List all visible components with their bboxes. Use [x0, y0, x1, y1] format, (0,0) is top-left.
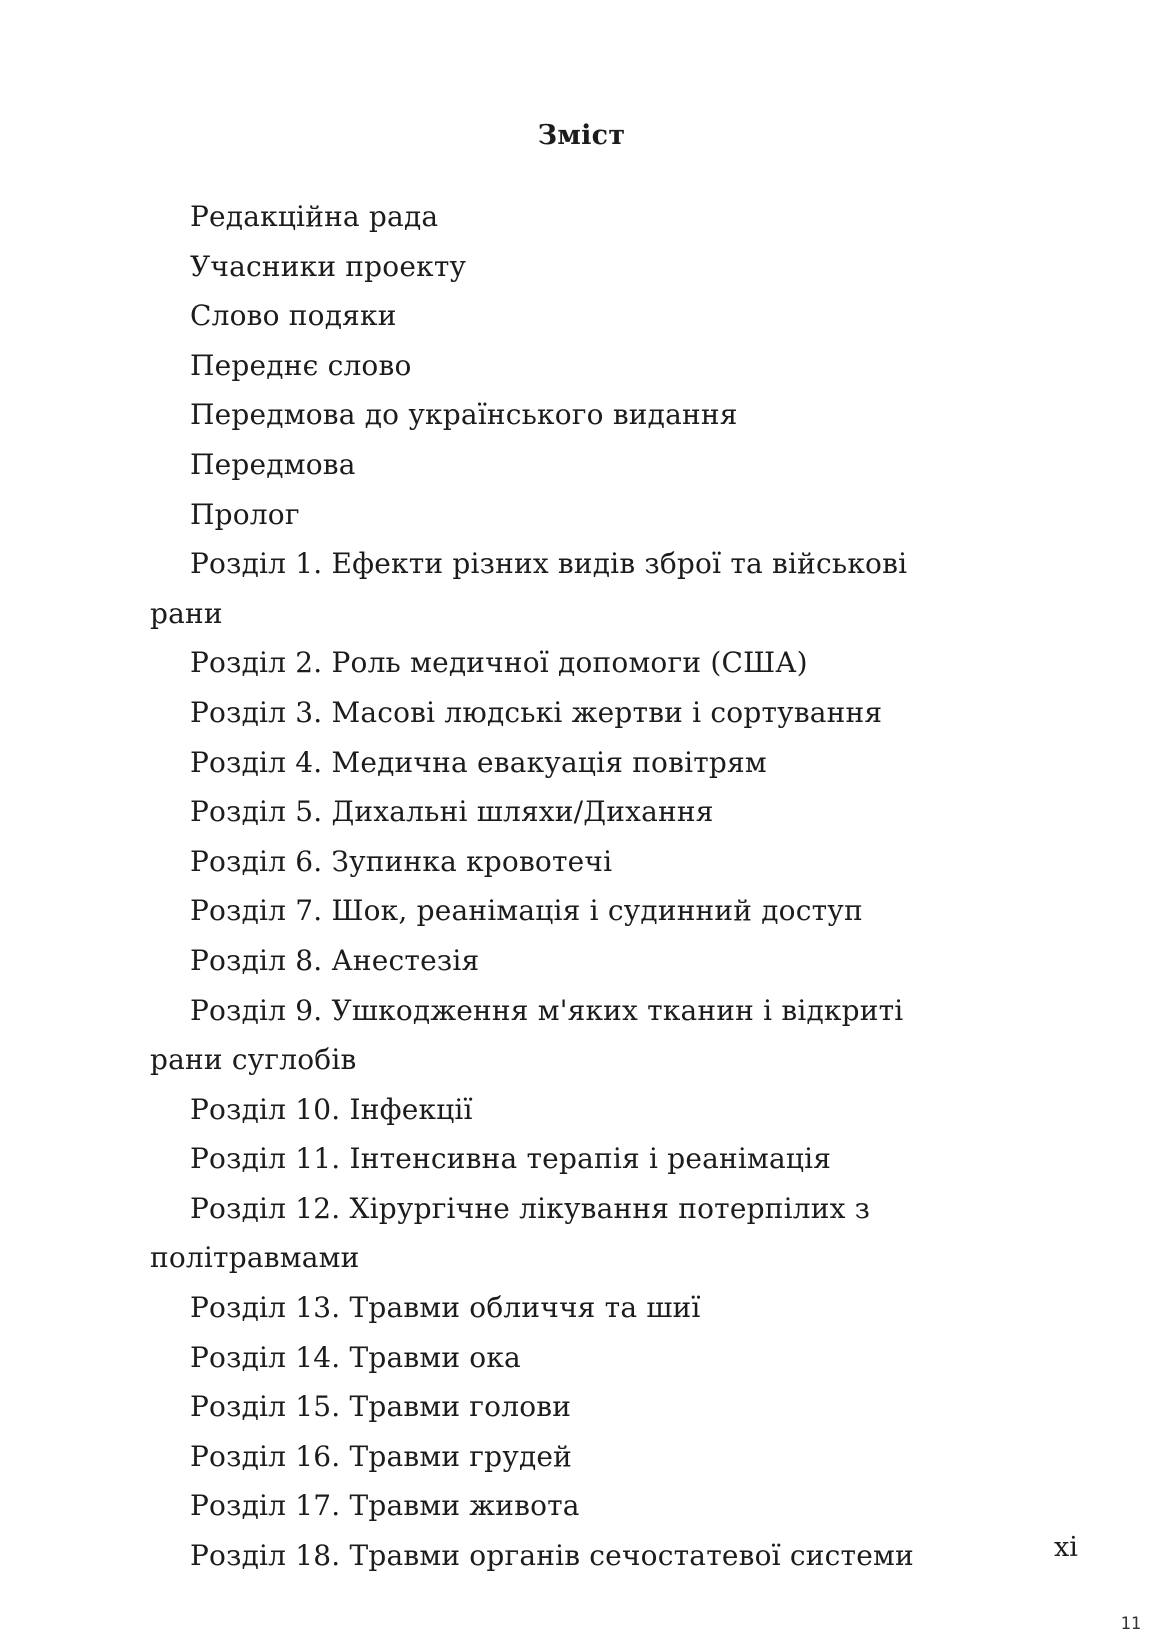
toc-entry: Розділ 6. Зупинка кровотечі [190, 844, 613, 878]
toc-entry: Розділ 16. Травми грудей [190, 1439, 573, 1473]
toc-entry: Розділ 18. Травми органів сечостатевої системи [190, 1539, 914, 1573]
toc-entry: Розділ 8. Анестезія [190, 943, 480, 977]
toc-entry: Розділ 1. Ефекти різних видів зброї та військові рани [150, 547, 908, 630]
toc-entry: Розділ 11. Інтенсивна терапія і реанімація [190, 1142, 832, 1176]
scan-page-number: 11 [1120, 1614, 1141, 1634]
toc-entry: Слово подяки [190, 299, 397, 333]
toc-entry: Розділ 9. Ушкодження м'яких тканин і відкриті рани суглобів [150, 993, 904, 1077]
toc-entry: Учасники проекту [190, 249, 467, 283]
toc-entry: Розділ 15. Травми голови [190, 1390, 572, 1424]
toc-entry: Розділ 17. Травми живота [190, 1489, 580, 1523]
toc-entry: Передмова [190, 447, 356, 481]
toc-entry: Розділ 4. Медична евакуація повітрям [190, 745, 767, 779]
page-folio: xi [1054, 1532, 1078, 1563]
toc-entry: Розділ 5. Дихальні шляхи/Дихання [190, 795, 714, 829]
toc-entry: Редакційна рада [190, 200, 439, 233]
toc-entry: Пролог [190, 497, 300, 531]
toc-entry: Переднє слово [190, 348, 412, 382]
toc-entry: Передмова до українського видання [190, 398, 738, 432]
toc-entry: Розділ 12. Хірургічне лікування потерпілих з політравмами [150, 1191, 871, 1275]
table-of-contents [150, 192, 930, 1581]
toc-entry: Розділ 2. Роль медичної допомоги (США) [190, 646, 808, 680]
toc-entry: Розділ 14. Травми ока [190, 1340, 521, 1374]
toc-entry: Розділ 3. Масові людські жертви і сортування [190, 695, 883, 729]
toc-entry: Розділ 13. Травми обличчя та шиї [190, 1291, 701, 1325]
page-title: Зміст [537, 120, 626, 152]
toc-entry: Розділ 7. Шок, реанімація і судинний доступ [190, 894, 863, 928]
toc-entry: Розділ 10. Інфекції [190, 1092, 473, 1126]
